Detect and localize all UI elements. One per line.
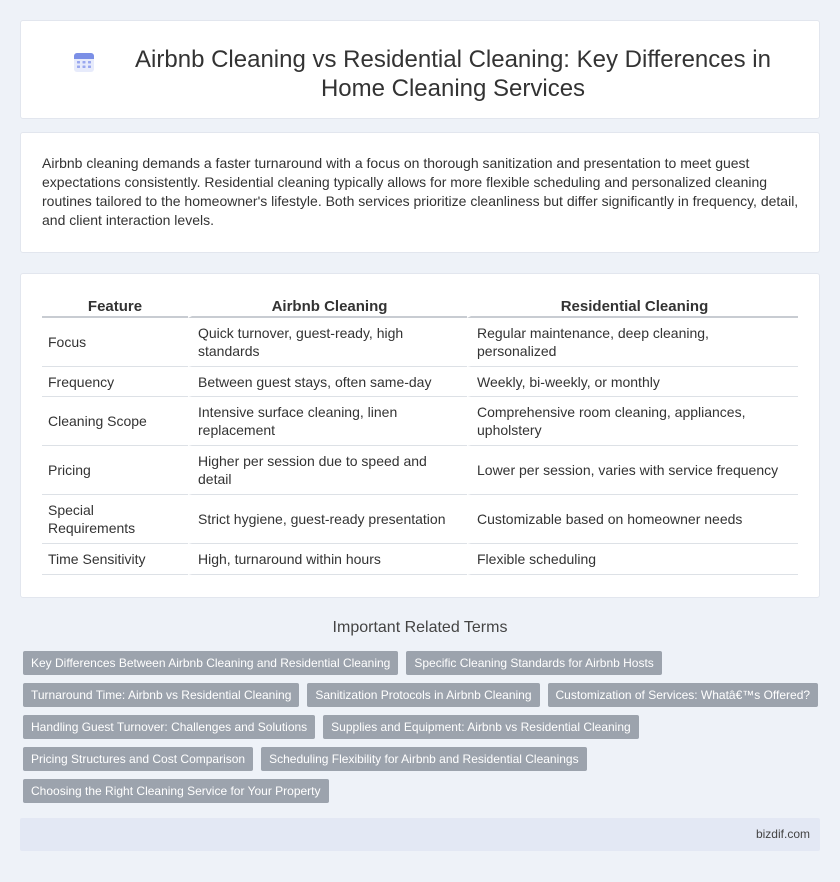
related-term-tag[interactable]: Scheduling Flexibility for Airbnb and Residential Cleanings (261, 747, 587, 771)
related-terms-list (23, 651, 823, 811)
row-feature: Frequency (42, 367, 188, 397)
related-term-tag[interactable]: Key Differences Between Airbnb Cleaning and Residential Cleaning (23, 651, 398, 675)
row-airbnb: Between guest stays, often same-day (188, 367, 467, 397)
row-feature: Time Sensitivity (42, 544, 188, 575)
related-terms-title: Important Related Terms (332, 619, 508, 636)
header-card (20, 20, 820, 119)
row-residential: Customizable based on homeowner needs (467, 495, 798, 544)
row-feature: Pricing (42, 446, 188, 495)
row-residential: Flexible scheduling (467, 544, 798, 575)
related-term-tag[interactable]: Choosing the Right Cleaning Service for Your Property (23, 779, 329, 803)
row-airbnb: Strict hygiene, guest-ready presentation (188, 495, 467, 544)
table-row (42, 544, 798, 575)
row-airbnb: Higher per session due to speed and detail (188, 446, 467, 495)
table-row (42, 318, 798, 367)
intro-card (20, 132, 820, 253)
comparison-table (42, 298, 798, 575)
row-airbnb: High, turnaround within hours (188, 544, 467, 575)
row-airbnb: Intensive surface cleaning, linen replacement (188, 397, 467, 446)
related-term-tag[interactable]: Specific Cleaning Standards for Airbnb Hosts (406, 651, 661, 675)
related-term-tag[interactable]: Supplies and Equipment: Airbnb vs Residential Cleaning (323, 715, 639, 739)
table-header-row (42, 298, 798, 318)
footer-site-link[interactable]: bizdif.com (755, 827, 810, 841)
calendar-icon (72, 50, 96, 74)
intro-paragraph: Airbnb cleaning demands a faster turnaround with a focus on thorough sanitization and presentation to meet guest expectations consistently. Residential cleaning typically allows for more flexible scheduling and personalized cleaning routines tailored to the homeowner's lifestyle. Both services prioritize cleanliness but differ significantly in frequency, detail, and client interaction levels. (42, 155, 799, 228)
header-feature: Feature (42, 298, 188, 318)
related-term-tag[interactable]: Pricing Structures and Cost Comparison (23, 747, 253, 771)
related-term-tag[interactable]: Turnaround Time: Airbnb vs Residential Cleaning (23, 683, 299, 707)
related-term-tag[interactable]: Sanitization Protocols in Airbnb Cleaning (307, 683, 539, 707)
row-feature: Focus (42, 318, 188, 367)
related-term-tag[interactable]: Handling Guest Turnover: Challenges and Solutions (23, 715, 315, 739)
row-airbnb: Quick turnover, guest-ready, high standards (188, 318, 467, 367)
row-residential: Weekly, bi-weekly, or monthly (467, 367, 798, 397)
row-feature: Special Requirements (42, 495, 188, 544)
table-row (42, 397, 798, 446)
comparison-card (20, 273, 820, 598)
header-residential: Residential Cleaning (467, 298, 798, 318)
row-residential: Comprehensive room cleaning, appliances, upholstery (467, 397, 798, 446)
header-airbnb: Airbnb Cleaning (188, 298, 467, 318)
related-term-tag[interactable]: Customization of Services: Whatâ€™s Offered? (548, 683, 819, 707)
row-residential: Lower per session, varies with service frequency (467, 446, 798, 495)
footer (20, 818, 820, 851)
page-title: Airbnb Cleaning vs Residential Cleaning: Key Differences in Home Cleaning Services (135, 46, 771, 102)
row-feature: Cleaning Scope (42, 397, 188, 446)
table-row (42, 367, 798, 397)
table-row (42, 495, 798, 544)
table-row (42, 446, 798, 495)
row-residential: Regular maintenance, deep cleaning, personalized (467, 318, 798, 367)
